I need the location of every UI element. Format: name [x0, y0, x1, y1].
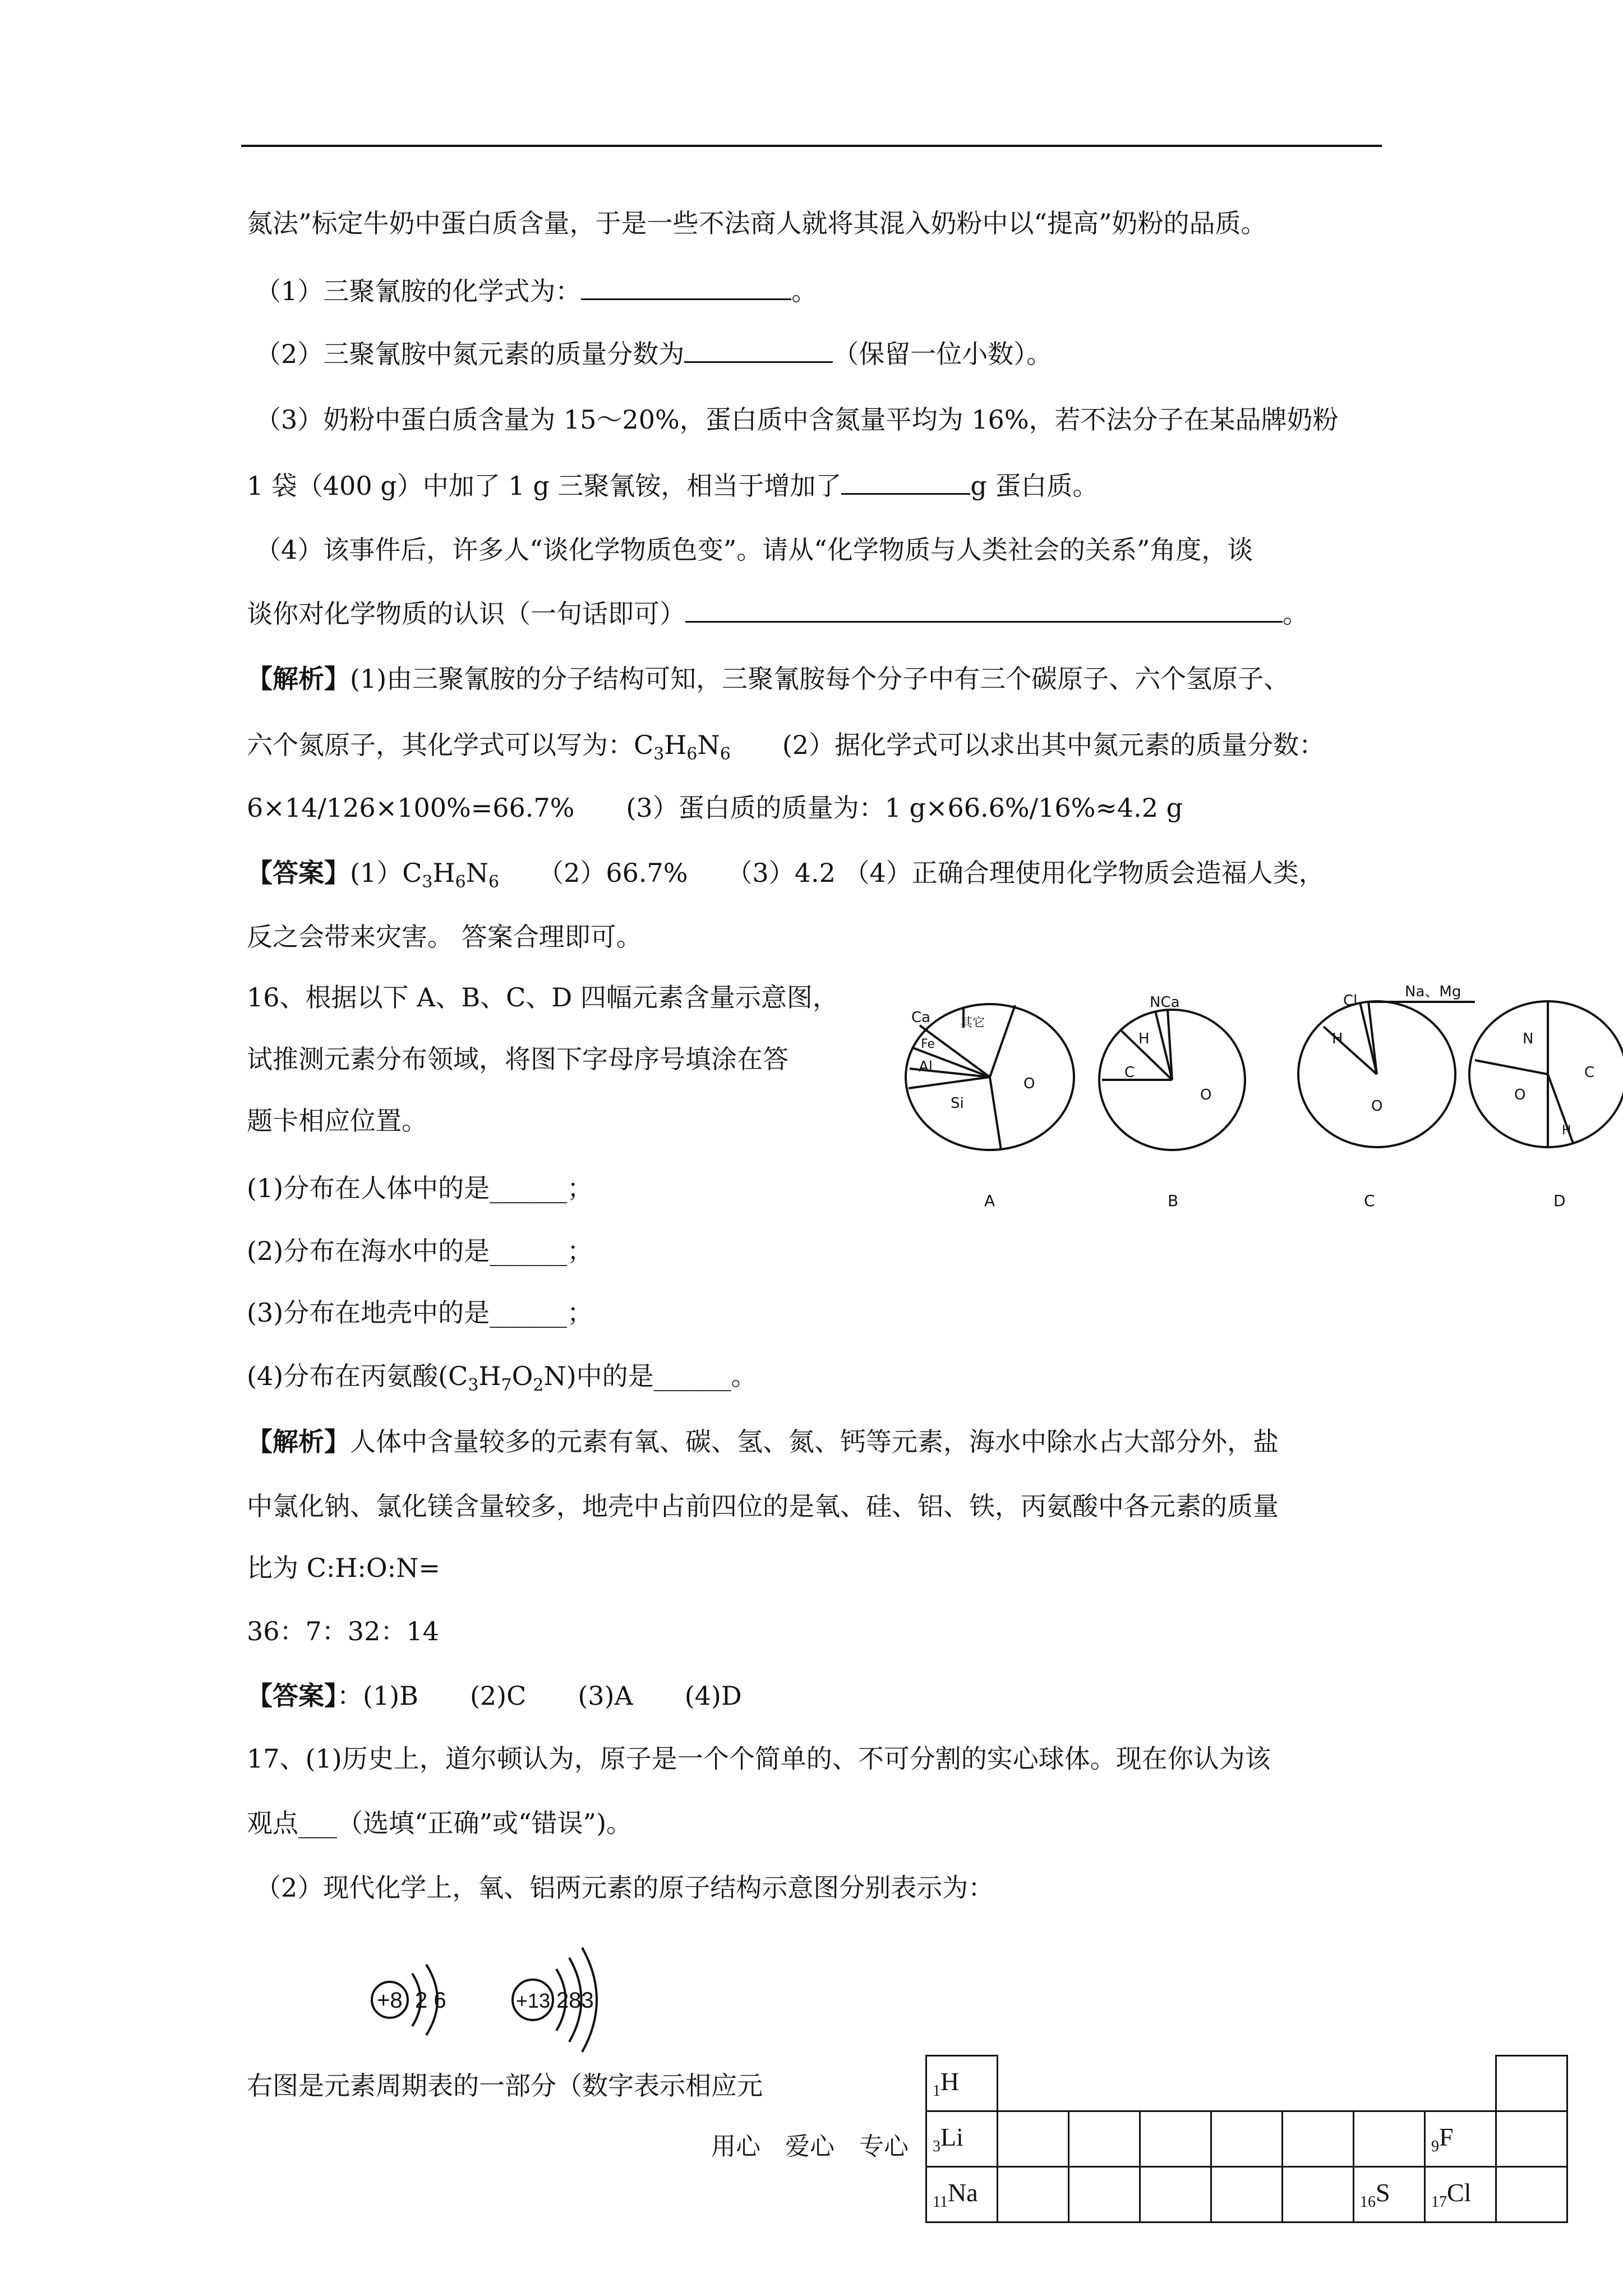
q15-part3-line1: （3）奶粉中蛋白质含量为 15～20%，蛋白质中含氮量平均为 16%，若不法分子在某品牌奶粉	[255, 404, 1339, 435]
cell-h: $_1$H	[926, 2056, 998, 2111]
q15-part2: （2）三聚氰胺中氮元素的质量分数为 （保留一位小数）。	[255, 337, 1052, 371]
pie-a-label-other: 其它	[960, 1016, 985, 1030]
q16-analysis-line1: 【解析】人体中含量较多的元素有氧、碳、氢、氮、钙等元素，海水中除水占大部分外，盐	[247, 1427, 1279, 1457]
pie-c-label-h: H	[1332, 1030, 1343, 1047]
element-pie-charts	[897, 965, 1623, 1217]
aluminum-shells: 283	[556, 1988, 594, 2013]
pie-c	[1298, 1001, 1475, 1147]
q16-analysis-line4: 36：7：32：14	[247, 1616, 439, 1646]
header-rule	[241, 145, 1382, 147]
q16-sub3: (3)分布在地壳中的是______；	[247, 1297, 593, 1328]
pie-d-label-o: O	[1514, 1087, 1526, 1103]
cell-cl: $_{17}$Cl	[1425, 2167, 1496, 2223]
periodic-table-fragment	[925, 2055, 1568, 2223]
pie-b-label-nca: NCa	[1150, 994, 1180, 1011]
q15-part4-line1: （4）该事件后，许多人“谈化学物质色变”。请从“化学物质与人类社会的关系”角度，谈	[255, 535, 1253, 565]
q17-line4: 右图是元素周期表的一部分（数字表示相应元	[247, 2070, 763, 2101]
pie-a	[906, 1004, 1074, 1150]
pie-a-label-ca: Ca	[911, 1009, 931, 1026]
q16-stem-line3: 题卡相应位置。	[247, 1106, 427, 1136]
pie-b	[1099, 1010, 1245, 1150]
answer-blank[interactable]	[841, 468, 970, 495]
q16-sub1: (1)分布在人体中的是______；	[247, 1173, 593, 1203]
q15-analysis-line3: 6×14/126×100%=66.7% (3）蛋白质的质量为：1 g×66.6%/16%≈4.2 g	[247, 793, 1183, 823]
q16-stem-line2: 试推测元素分布领域，将图下字母序号填涂在答	[247, 1044, 789, 1074]
q15-answer-line1: 【答案】$(1)C_3H_6N_6$ （2）66.7% （3）4.2 （4）正确合理使用化学物质会造福人类，	[247, 858, 1325, 892]
answer-blank[interactable]	[684, 337, 833, 363]
q15-part4-line2: 谈你对化学物质的认识（一句话即可） 。	[247, 596, 1308, 631]
pie-c-label-na-mg: Na、Mg	[1405, 983, 1461, 1000]
pie-b-letter: B	[1168, 1191, 1179, 1210]
pie-a-label-si: Si	[951, 1095, 964, 1112]
cell-li: $_3$Li	[926, 2111, 998, 2167]
q15-analysis-line1: 【解析】(1)由三聚氰胺的分子结构可知，三聚氰胺每个分子中有三个碳原子、六个氢原子、	[247, 664, 1290, 694]
q15-intro: 氮法”标定牛奶中蛋白质含量，于是一些不法商人就将其混入奶粉中以“提高”奶粉的品质。	[247, 208, 1267, 238]
pie-c-label-cl: Cl	[1343, 992, 1358, 1009]
pie-b-label-c: C	[1124, 1064, 1135, 1081]
cell-f: $_9$F	[1425, 2111, 1496, 2167]
pie-a-label-al: Al	[919, 1059, 933, 1075]
q16-analysis-line3: 比为 C:H:O:N=	[247, 1553, 440, 1583]
q16-answer: 【答案】：(1)B (2)C (3)A (4)D	[247, 1681, 742, 1711]
q16-stem-line1: 16、根据以下 A、B、C、D 四幅元素含量示意图，	[247, 982, 838, 1013]
atomic-structure-diagrams	[359, 1930, 639, 2059]
pie-b-label-h: H	[1138, 1030, 1150, 1047]
pie-c-label-o: O	[1371, 1098, 1383, 1115]
q15-part3-line2: 1 袋（400 g）中加了 1 g 三聚氰铵，相当于增加了 g 蛋白质。	[247, 468, 1098, 503]
oxygen-shells: 2 6	[415, 1988, 446, 2013]
cell-empty	[1496, 2056, 1567, 2111]
pie-d	[1469, 1001, 1623, 1147]
q17-line1: 17、(1)历史上，道尔顿认为，原子是一个个简单的、不可分割的实心球体。现在你认为该	[247, 1743, 1271, 1774]
cell-na: $_{11}$Na	[926, 2167, 998, 2223]
cell-s: $_{16}$S	[1354, 2167, 1425, 2223]
pie-d-label-h: H	[1562, 1124, 1571, 1138]
q15-part1: （1）三聚氰胺的化学式为： 。	[255, 274, 817, 308]
pie-a-label-fe: Fe	[921, 1037, 935, 1051]
oxygen-nucleus-charge: +8	[377, 1988, 403, 2013]
pie-d-letter: D	[1553, 1191, 1566, 1210]
q17-line3: （2）现代化学上，氧、铝两元素的原子结构示意图分别表示为：	[255, 1872, 994, 1903]
q16-sub4: (4)分布在丙氨酸$(C_3H_7O_2N)$中的是______。	[247, 1361, 757, 1395]
pie-d-label-n: N	[1523, 1030, 1534, 1047]
pie-a-letter: A	[984, 1191, 995, 1210]
answer-blank[interactable]	[685, 596, 1283, 623]
q15-answer-line2: 反之会带来灾害。 答案合理即可。	[247, 922, 642, 952]
answer-blank[interactable]	[581, 274, 791, 300]
q16-analysis-line2: 中氯化钠、氯化镁含量较多，地壳中占前四位的是氧、硅、铝、铁，丙氨酸中各元素的质量	[247, 1491, 1279, 1521]
q16-sub2: (2)分布在海水中的是______；	[247, 1236, 593, 1266]
pie-c-letter: C	[1364, 1191, 1375, 1210]
pie-b-label-o: O	[1200, 1087, 1212, 1103]
pie-d-label-c: C	[1584, 1064, 1595, 1081]
q17-line2: 观点___（选填“正确”或“错误”)。	[247, 1808, 633, 1838]
footer-slogan: 用心 爱心 专心	[711, 2132, 909, 2161]
pie-a-label-o: O	[1023, 1075, 1035, 1092]
aluminum-nucleus-charge: +13	[516, 1989, 551, 2012]
q15-analysis-line2: 六个氮原子，其化学式可以写为：$C_3H_6N_6$ (2）据化学式可以求出其中氮元素的质量分数：	[247, 730, 1325, 764]
